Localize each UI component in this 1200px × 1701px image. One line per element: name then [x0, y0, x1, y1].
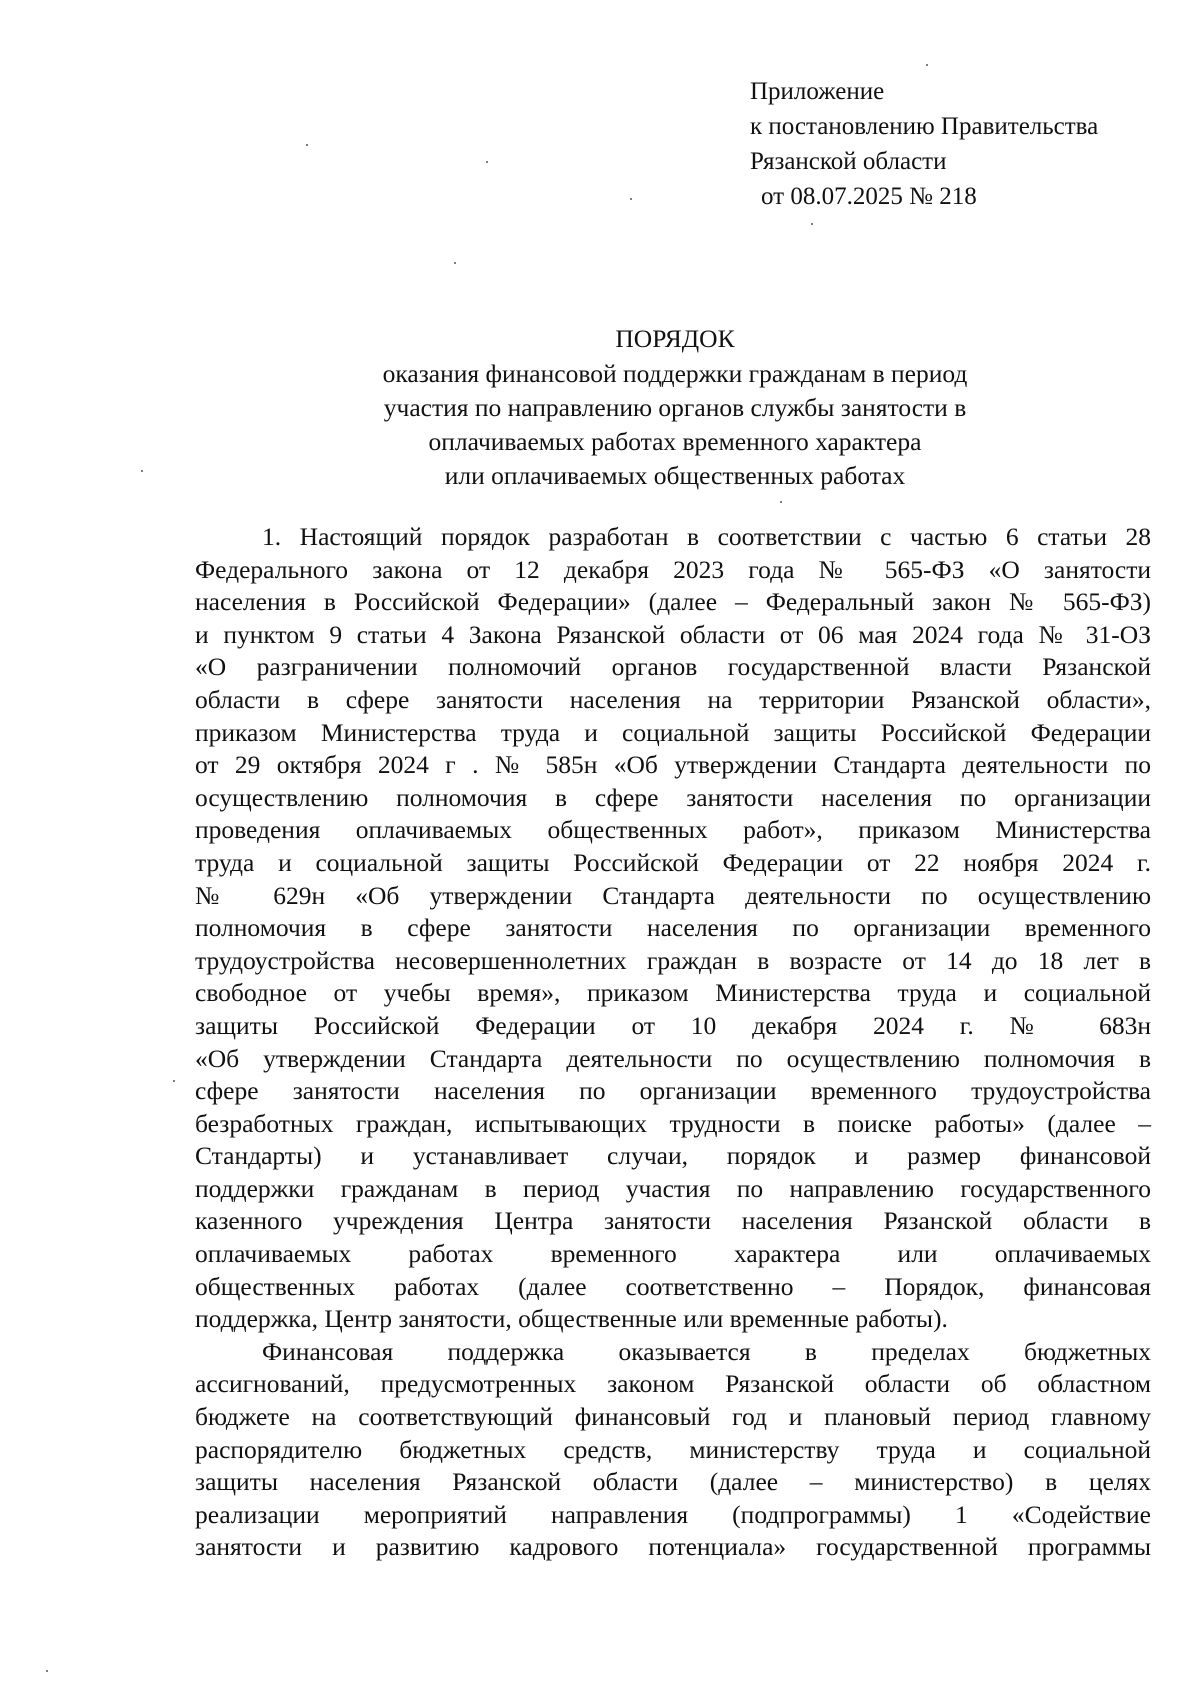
text-line: Стандарты) и устанавливает случаи, порядок и размер финансовой [195, 1141, 1151, 1171]
appendix-region: Рязанской области [750, 148, 947, 175]
scan-speck [780, 501, 782, 503]
text-line: «Об утверждении Стандарта деятельности по осуществлению полномочия в [195, 1043, 1151, 1073]
appendix-header [750, 74, 1170, 214]
text-line: области в сфере занятости населения на территории Рязанской области», [195, 684, 1151, 714]
scan-speck [46, 1670, 48, 1672]
appendix-decree-ref: к постановлению Правительства [750, 113, 1099, 140]
document-body [195, 521, 1151, 1564]
text-line: № 629н «Об утверждении Стандарта деятельности по осуществлению [195, 880, 1151, 910]
text-line: оплачиваемых работах временного характера или оплачиваемых [195, 1239, 1151, 1269]
text-line: поддержка, Центр занятости, общественные или временные работы). [195, 1304, 948, 1334]
text-line: реализации мероприятий направления (подпрограммы) 1 «Содействие [195, 1499, 1151, 1529]
text-line: населения в Российской Федерации» (далее – Федеральный закон № 565-ФЗ) [195, 587, 1151, 617]
scan-speck [926, 64, 928, 66]
appendix-label: Приложение [750, 78, 885, 105]
text-line: сфере занятости населения по организации временного трудоустройства [195, 1076, 1151, 1106]
text-line: Федерального закона от 12 декабря 2023 года № 565-ФЗ «О занятости [195, 554, 1151, 584]
scan-speck [486, 161, 488, 163]
text-line: ассигнований, предусмотренных законом Рязанской области об областном [195, 1369, 1151, 1399]
text-line: казенного учреждения Центра занятости населения Рязанской области в [195, 1206, 1151, 1236]
appendix-date-number: от 08.07.2025 № 218 [761, 183, 977, 210]
scan-speck [306, 144, 308, 146]
text-line: поддержки гражданам в период участия по направлению государственного [195, 1173, 1151, 1203]
scan-speck [141, 470, 143, 472]
text-line: свободное от учебы время», приказом Министерства труда и социальной [195, 978, 1151, 1008]
text-line: Финансовая поддержка оказывается в пределах бюджетных [262, 1336, 1151, 1366]
text-line: защиты населения Рязанской области (далее – министерство) в целях [195, 1467, 1151, 1497]
scan-speck [454, 262, 456, 264]
title-subline: участия по направлению органов службы занятости в [383, 393, 967, 422]
text-line: безработных граждан, испытывающих трудности в поиске работы» (далее – [195, 1108, 1151, 1138]
text-line: осуществлению полномочия в сфере занятости населения по организации [195, 782, 1151, 812]
text-line: «О разграничении полномочий органов государственной власти Рязанской [195, 652, 1151, 682]
title-subline: оплачиваемых работах временного характера [428, 427, 922, 456]
text-line: защиты Российской Федерации от 10 декабря 2024 г. № 683н [195, 1010, 1151, 1040]
document-title [270, 322, 1080, 493]
text-line: 1. Настоящий порядок разработан в соответствии с частью 6 статьи 28 [262, 522, 1151, 551]
title-heading: ПОРЯДОК [615, 324, 735, 353]
paragraph-2 [195, 1336, 1151, 1564]
text-line: труда и социальной защиты Российской Федерации от 22 ноября 2024 г. [195, 847, 1151, 877]
text-line: приказом Министерства труда и социальной защиты Российской Федерации [195, 717, 1151, 747]
scan-speck [630, 198, 632, 200]
text-line: трудоустройства несовершеннолетних граждан в возрасте от 14 до 18 лет в [195, 945, 1151, 975]
title-subline: оказания финансовой поддержки гражданам в период [382, 359, 968, 388]
text-line: занятости и развитию кадрового потенциала» государственной программы [195, 1532, 1151, 1562]
scan-speck [811, 223, 813, 225]
text-line: общественных работах (далее соответственно – Порядок, финансовая [195, 1271, 1151, 1301]
title-subline: или оплачиваемых общественных работах [444, 461, 906, 490]
text-line: от 29 октября 2024 г . № 585н «Об утверждении Стандарта деятельности по [195, 750, 1151, 780]
text-line: полномочия в сфере занятости населения по организации временного [195, 913, 1151, 943]
text-line: и пунктом 9 статьи 4 Закона Рязанской области от 06 мая 2024 года № 31-ОЗ [195, 619, 1151, 649]
paragraph-1 [195, 521, 1151, 1336]
text-line: бюджете на соответствующий финансовый год и плановый период главному [195, 1402, 1151, 1432]
scan-speck [173, 1080, 175, 1082]
text-line: проведения оплачиваемых общественных работ», приказом Министерства [195, 815, 1151, 845]
text-line: распорядителю бюджетных средств, министерству труда и социальной [195, 1434, 1151, 1464]
